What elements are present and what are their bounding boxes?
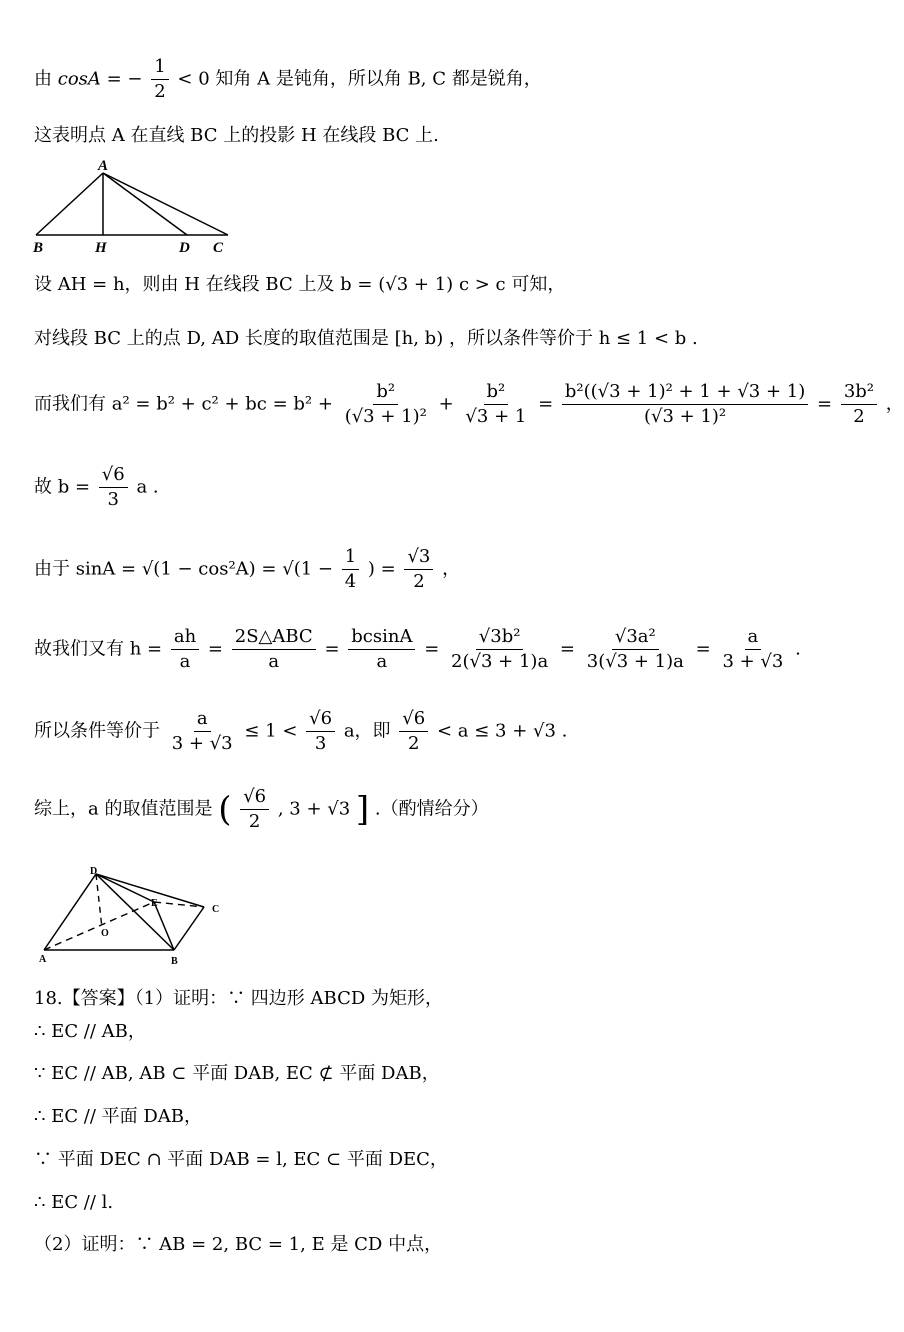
text-line-1: [34, 58, 542, 101]
label-d: D: [90, 866, 98, 877]
text-line-6: [34, 466, 159, 509]
l9-mid: ≤ 1 <: [244, 720, 298, 742]
l9-post: < a ≤ 3 + √3 .: [436, 720, 568, 742]
l4-interval: [h, b): [394, 328, 444, 349]
frac-num: a: [745, 628, 762, 650]
l7-mid: ) =: [367, 558, 396, 580]
frac-den: 3: [107, 489, 119, 510]
frac-den: 2: [154, 81, 166, 102]
frac-den: 4: [344, 571, 357, 592]
l5-post: ，: [885, 393, 904, 415]
frac-den: 3: [314, 733, 327, 754]
l10-mid: , 3 + √3: [277, 798, 351, 820]
text-line-16: ∴ EC // l.: [34, 1192, 114, 1213]
frac-num: √3: [404, 548, 433, 570]
frac-den: 3 + √3: [722, 651, 784, 672]
frac-num: b²((√3 + 1)² + 1 + √3 + 1): [562, 383, 808, 405]
frac-den: 2: [413, 571, 425, 592]
fraction: [719, 628, 786, 671]
l7-pre: 由于 sinA = √(1 − cos²A) = √(1 −: [34, 558, 333, 580]
frac-num: √6: [240, 788, 269, 810]
label-d: D: [179, 240, 190, 256]
l8-eq1: =: [207, 638, 224, 660]
label-a: A: [39, 954, 47, 965]
label-c: C: [212, 904, 220, 915]
l9-mid2: a，即: [343, 720, 391, 742]
text-line-3: [34, 276, 565, 294]
fraction: [584, 628, 687, 671]
fraction: [841, 383, 877, 426]
fraction: [448, 628, 551, 671]
edge-ab: [36, 173, 103, 235]
fraction: [306, 710, 335, 753]
l4-post: ，所以条件等价于 h ≤ 1 < b .: [448, 328, 698, 349]
frac-num: bcsinA: [348, 628, 415, 650]
frac-num: a: [194, 710, 211, 732]
l6-post: a .: [136, 476, 159, 498]
label-b: B: [171, 956, 178, 967]
l5-plus: +: [438, 393, 454, 415]
frac-den: 2: [408, 733, 420, 754]
l8-eq3: =: [424, 638, 440, 660]
frac-den: (√3 + 1)²: [643, 406, 727, 427]
l8-pre: 故我们又有 h =: [34, 638, 163, 660]
open-paren: (: [218, 789, 232, 830]
fraction: [171, 628, 199, 671]
label-a: A: [98, 158, 109, 174]
frac-den: a: [179, 651, 191, 672]
fraction: [232, 628, 316, 671]
fraction: [99, 466, 128, 509]
fraction: [240, 788, 269, 831]
frac-num: √6: [399, 710, 428, 732]
text-line-13: ∵ EC // AB, AB ⊂ 平面 DAB, EC ⊄ 平面 DAB，: [34, 1063, 440, 1084]
text-line-7: [34, 548, 460, 591]
fraction: [348, 628, 415, 671]
frac-num: √6: [99, 466, 128, 488]
label-e: E: [151, 898, 158, 909]
frac-den: 2: [853, 406, 865, 427]
l7-post: ，: [442, 558, 461, 580]
text-line-8: [34, 628, 801, 671]
frac-num: √6: [306, 710, 335, 732]
frac-num: 2S△ABC: [232, 628, 316, 650]
fraction: [404, 548, 433, 591]
l8-eq2: =: [324, 638, 340, 660]
edge-do-dashed: [96, 874, 102, 928]
l10-pre: 综上，a 的取值范围是: [34, 798, 213, 820]
frac-num: √3a²: [612, 628, 659, 650]
text-line-9: [34, 710, 567, 753]
l3-post: c > c 可知，: [458, 274, 566, 295]
text-line-2: 这表明点 A 在直线 BC 上的投影 H 在线段 BC 上.: [34, 125, 439, 146]
label-h: H: [95, 240, 107, 256]
frac-num: 1: [151, 58, 168, 80]
text-line-12: ∴ EC // AB，: [34, 1021, 146, 1042]
l4-pre: 对线段 BC 上的点 D, AD 长度的取值范围是: [34, 328, 389, 349]
l8-eq4: =: [559, 638, 576, 660]
text-line-4: [34, 330, 698, 348]
l8-post: .: [795, 638, 801, 660]
frac-num: ah: [171, 628, 199, 650]
edge-bc: [174, 907, 204, 950]
frac-den: a: [268, 651, 280, 672]
frac-num: b²: [484, 383, 509, 405]
l9-pre: 所以条件等价于: [34, 720, 160, 742]
l1-pre: 由: [34, 68, 52, 90]
l1-post: < 0 知角 A 是钝角，所以角 B, C 都是锐角，: [177, 68, 542, 90]
label-b: B: [33, 240, 44, 256]
l5-eq2: =: [816, 393, 833, 415]
triangle-figure: [30, 158, 240, 258]
text-line-14: ∴ EC // 平面 DAB，: [34, 1106, 203, 1127]
frac-den: a: [376, 651, 388, 672]
frac-num: 1: [342, 548, 359, 570]
label-c: C: [213, 240, 224, 256]
fraction: [399, 710, 428, 753]
l1-cos: cosA = −: [57, 68, 143, 90]
text-line-15: ∵ 平面 DEC ∩ 平面 DAB = l, EC ⊂ 平面 DEC，: [34, 1149, 448, 1170]
edge-ac: [103, 173, 228, 235]
pyramid-figure: [34, 862, 234, 972]
frac-den: (√3 + 1)²: [344, 406, 427, 427]
l5-pre: 而我们有 a² = b² + c² + bc = b² +: [34, 393, 333, 415]
text-line-11: 18.【答案】（1）证明：∵ 四边形 ABCD 为矩形，: [34, 988, 444, 1009]
l8-eq5: =: [695, 638, 711, 660]
l3-pre: 设 AH = h，则由 H 在线段 BC 上及 b =: [34, 274, 373, 295]
fraction: [342, 383, 430, 426]
fraction: [169, 710, 236, 753]
text-line-5: [34, 383, 904, 426]
fraction: [151, 58, 168, 101]
fraction: [342, 548, 359, 591]
l6-pre: 故 b =: [34, 476, 91, 498]
l5-eq: =: [538, 393, 554, 415]
text-line-17: （2）证明：∵ AB = 2, BC = 1, E 是 CD 中点，: [34, 1234, 443, 1255]
label-o: O: [101, 928, 109, 939]
l10-post: .（酌情给分）: [374, 798, 489, 820]
l3-mid: (√3 + 1): [378, 274, 454, 295]
edge-be: [154, 902, 174, 950]
fraction: [462, 383, 529, 426]
text-line-10: [34, 788, 489, 831]
frac-den: √3 + 1: [465, 406, 527, 427]
fraction: [562, 383, 808, 426]
frac-num: b²: [373, 383, 398, 405]
close-bracket: ]: [355, 789, 370, 830]
edge-de: [96, 874, 154, 902]
frac-num: √3b²: [476, 628, 524, 650]
frac-den: 3 + √3: [171, 733, 233, 754]
frac-den: 2(√3 + 1)a: [451, 651, 549, 672]
edge-ad: [103, 173, 187, 235]
frac-num: 3b²: [841, 383, 877, 405]
frac-den: 3(√3 + 1)a: [586, 651, 684, 672]
frac-den: 2: [248, 811, 261, 832]
